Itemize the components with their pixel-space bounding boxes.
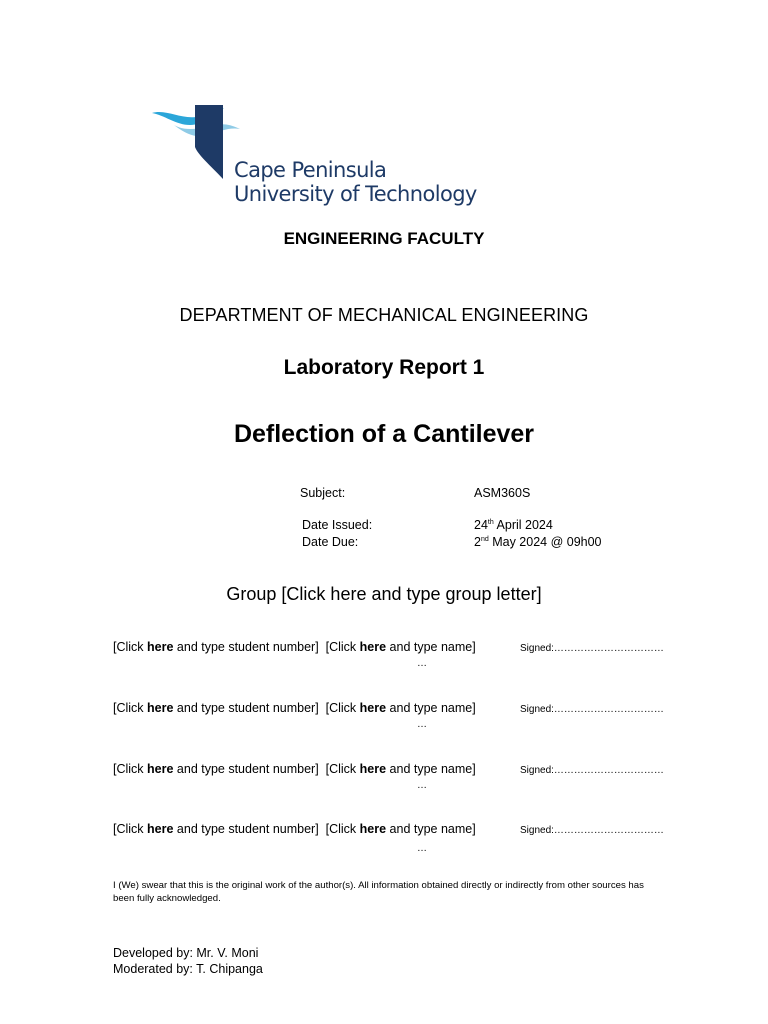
student-number-field[interactable]: [Click here and type student number] bbox=[113, 701, 319, 715]
student-name-field[interactable]: [Click here and type name] bbox=[325, 762, 476, 776]
group-field[interactable]: Group [Click here and type group letter] bbox=[226, 584, 542, 604]
signature-line: Signed:…………………………… bbox=[520, 825, 664, 836]
subject-label: Subject: bbox=[300, 486, 346, 500]
continuation-dots: … bbox=[417, 658, 427, 669]
continuation-dots: … bbox=[417, 780, 427, 791]
signature-line: Signed:…………………………… bbox=[520, 704, 664, 715]
date-issued-value: 24th April 2024 bbox=[474, 518, 553, 532]
logo-text-line1: Cape Peninsula bbox=[234, 158, 387, 182]
student-name-field[interactable]: [Click here and type name] bbox=[325, 640, 476, 654]
faculty-heading: ENGINEERING FACULTY bbox=[283, 229, 485, 248]
date-due-value: 2nd May 2024 @ 09h00 bbox=[474, 535, 602, 549]
logo-text-line2: University of Technology bbox=[234, 182, 477, 206]
date-due-label: Date Due: bbox=[302, 535, 359, 549]
subject-value: ASM360S bbox=[474, 486, 531, 500]
report-title: Deflection of a Cantilever bbox=[233, 420, 535, 448]
report-label: Laboratory Report 1 bbox=[283, 356, 485, 379]
student-number-field[interactable]: [Click here and type student number] bbox=[113, 640, 319, 654]
student-number-field[interactable]: [Click here and type student number] bbox=[113, 762, 319, 776]
cput-emblem-icon bbox=[150, 103, 240, 183]
moderated-by: Moderated by: T. Chipanga bbox=[113, 962, 263, 976]
signature-line: Signed:…………………………… bbox=[520, 765, 664, 776]
student-name-field[interactable]: [Click here and type name] bbox=[325, 822, 476, 836]
department-heading: DEPARTMENT OF MECHANICAL ENGINEERING bbox=[179, 305, 589, 325]
date-issued-label: Date Issued: bbox=[302, 518, 373, 532]
student-name-field[interactable]: [Click here and type name] bbox=[325, 701, 476, 715]
student-number-field[interactable]: [Click here and type student number] bbox=[113, 822, 319, 836]
continuation-dots: … bbox=[417, 843, 427, 854]
developed-by: Developed by: Mr. V. Moni bbox=[113, 946, 259, 960]
signature-line: Signed:…………………………… bbox=[520, 643, 664, 654]
declaration-text: I (We) swear that this is the original work of the author(s). All information obtained directly or indirectly from other sources has been fully acknowledged. bbox=[113, 880, 644, 904]
continuation-dots: … bbox=[417, 719, 427, 730]
